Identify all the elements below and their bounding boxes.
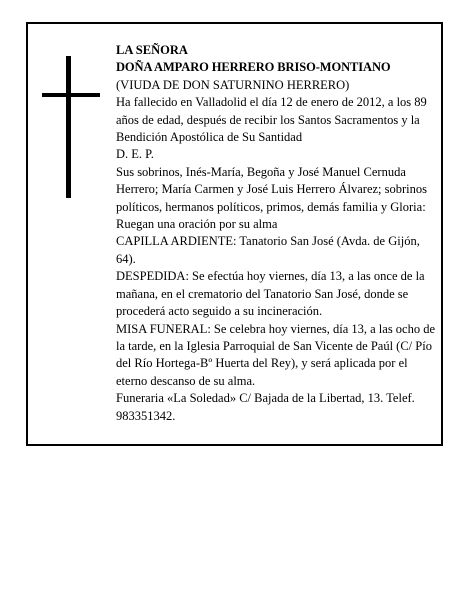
family-members: Sus sobrinos, Inés-María, Begoña y José Manuel Cernuda Herrero; María Carmen y José Luis Herrero Álvarez; sobrinos políticos, hermanos políticos, primos, demás familia y Gloria: — [116, 164, 428, 214]
notice-body — [116, 42, 440, 425]
prayer-request: Ruegan una oración por su alma — [116, 217, 278, 232]
obituary-notice — [26, 22, 443, 446]
death-announcement: Ha fallecido en Valladolid el día 12 de enero de 2012, a los 89 años de edad, después de recibir los Santos Sacramentos y la Bendición Apostólica de Su Santidad — [116, 95, 427, 145]
funeral-mass-info: MISA FUNERAL: Se celebra hoy viernes, día 13, a las ocho de la tarde, en la Iglesia Parroquial de San Vicente de Paúl (C/ Pío del Río Hortega-Bº Huerta del Rey), y será aplicada por el eterno descanso de su alma. — [116, 321, 436, 388]
notice-heading: LA SEÑORA — [116, 43, 188, 57]
farewell-info: DESPEDIDA: Se efectúa hoy viernes, día 13, a las once de la mañana, en el crematorio del Tanatorio San José, donde se procederá acto seguido a su incineración. — [116, 269, 425, 319]
cross-horizontal-bar — [42, 93, 100, 97]
cross-icon — [42, 56, 100, 198]
cross-vertical-bar — [66, 56, 71, 198]
funeral-home-info: Funeraria «La Soledad» C/ Bajada de la Libertad, 13. Telef. 983351342. — [116, 391, 415, 423]
widow-of: (VIUDA DE DON SATURNINO HERRERO) — [116, 77, 350, 92]
chapel-info: CAPILLA ARDIENTE: Tanatorio San José (Avda. de Gijón, 64). — [116, 234, 420, 266]
rest-in-peace: D. E. P. — [116, 147, 154, 162]
deceased-name: DOÑA AMPARO HERRERO BRISO-MONTIANO — [116, 60, 391, 75]
